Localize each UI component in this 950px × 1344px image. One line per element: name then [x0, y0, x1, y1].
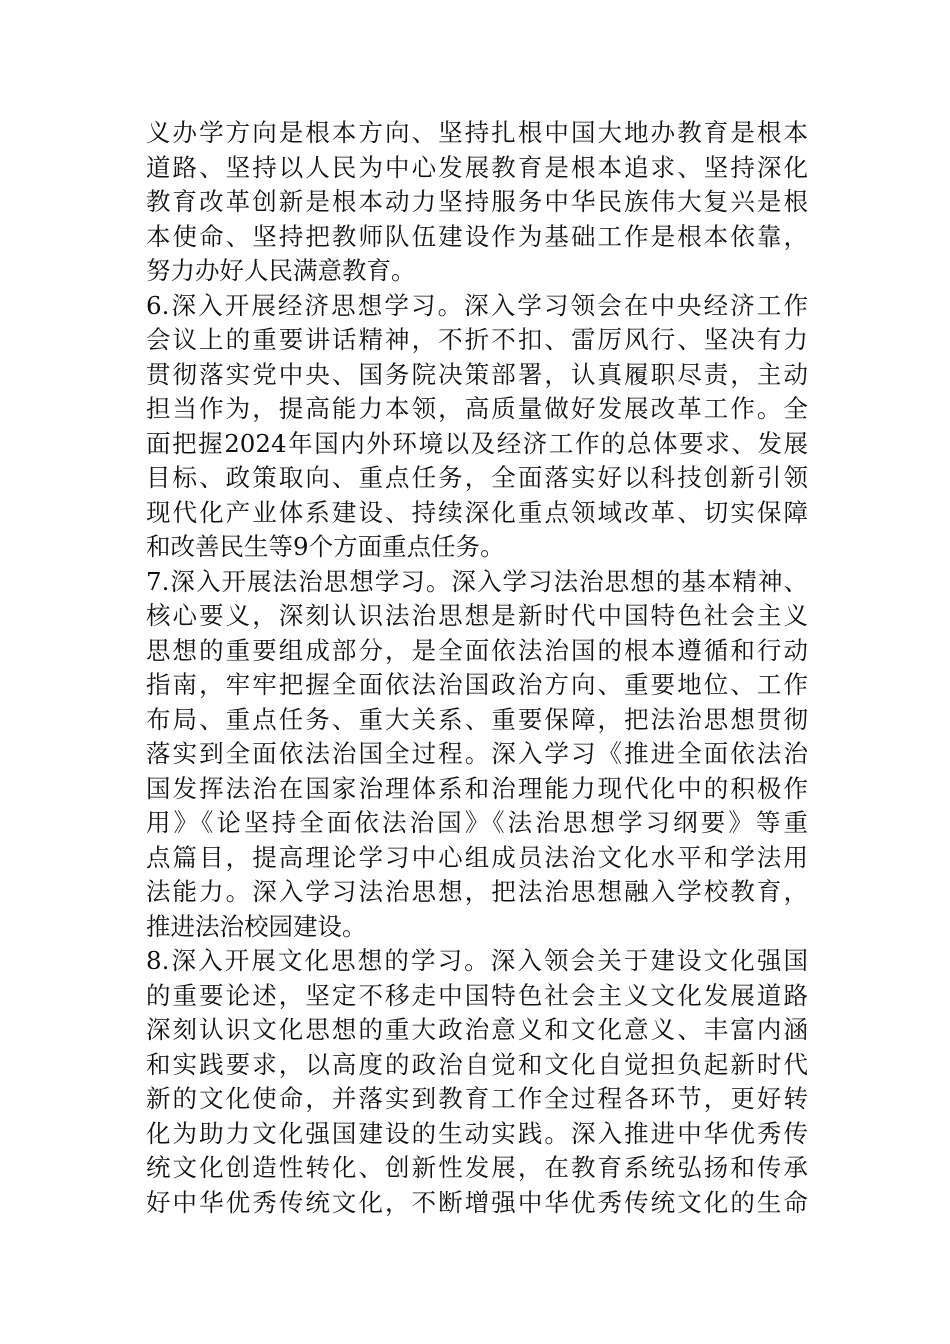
text-line: 目标、政策取向、重点任务，全面落实好以科技创新引领: [146, 463, 808, 492]
text-line: 用》《论坚持全面依法治国》《法治思想学习纲要》等重: [146, 808, 808, 837]
paragraph-6-heading-line: 6.深入开展经济思想学习。深入学习领会在中央经济工作: [146, 290, 808, 320]
text-line: 会议上的重要讲话精神，不折不扣、雷厉风行、坚决有力: [146, 325, 808, 354]
text-line: 贯彻落实党中央、国务院决策部署，认真履职尽责，主动: [146, 359, 808, 389]
paragraph-7-heading-line: 7.深入开展法治思想学习。深入学习法治思想的基本精神、: [146, 566, 808, 596]
body-text: [146, 116, 808, 1220]
text-line: 现代化产业体系建设、持续深化重点领域改革、切实保障: [146, 497, 808, 527]
text-line: 深刻认识文化思想的重大政治意义和文化意义、丰富内涵: [146, 1015, 808, 1044]
text-line: 面把握2024年国内外环境以及经济工作的总体要求、发展: [146, 428, 808, 458]
text-line: 义办学方向是根本方向、坚持扎根中国大地办教育是根本: [146, 118, 808, 147]
text-line: 指南，牢牢把握全面依法治国政治方向、重要地位、工作: [146, 670, 808, 699]
text-line: 担当作为，提高能力本领，高质量做好发展改革工作。全: [146, 394, 808, 423]
text-line: 点篇目，提高理论学习中心组成员法治文化水平和学法用: [146, 842, 808, 872]
text-line: 本使命、坚持把教师队伍建设作为基础工作是根本依靠，: [146, 221, 808, 251]
text-line: 化为助力文化强国建设的生动实践。深入推进中华优秀传: [146, 1118, 808, 1148]
text-line: 统文化创造性转化、创新性发展，在教育系统弘扬和传承: [146, 1153, 808, 1182]
text-line: 国发挥法治在国家治理体系和治理能力现代化中的积极作: [146, 773, 808, 803]
text-line: 思想的重要组成部分，是全面依法治国的根本遵循和行动: [146, 635, 808, 665]
text-line: 落实到全面依法治国全过程。深入学习《推进全面依法治: [146, 739, 808, 768]
text-line: 道路、坚持以人民为中心发展教育是根本追求、坚持深化: [146, 152, 808, 182]
text-line: 和改善民生等9个方面重点任务。: [146, 532, 505, 561]
text-line: 和实践要求，以高度的政治自觉和文化自觉担负起新时代: [146, 1049, 808, 1079]
text-line: 法能力。深入学习法治思想，把法治思想融入学校教育，: [146, 877, 808, 906]
text-line: 新的文化使命，并落实到教育工作全过程各环节，更好转: [146, 1084, 808, 1113]
text-line: 布局、重点任务、重大关系、重要保障，把法治思想贯彻: [146, 704, 808, 734]
text-line: 教育改革创新是根本动力坚持服务中华民族伟大复兴是根: [146, 187, 808, 216]
text-line: 的重要论述，坚定不移走中国特色社会主义文化发展道路: [146, 980, 808, 1010]
text-line: 好中华优秀传统文化，不断增强中华优秀传统文化的生命: [146, 1187, 808, 1217]
paragraph-8-heading-line: 8.深入开展文化思想的学习。深入领会关于建设文化强国: [146, 946, 808, 975]
text-line: 核心要义，深刻认识法治思想是新时代中国特色社会主义: [146, 601, 808, 630]
text-line: 努力办好人民满意教育。: [146, 256, 416, 285]
text-line: 推进法治校园建设。: [146, 911, 367, 941]
